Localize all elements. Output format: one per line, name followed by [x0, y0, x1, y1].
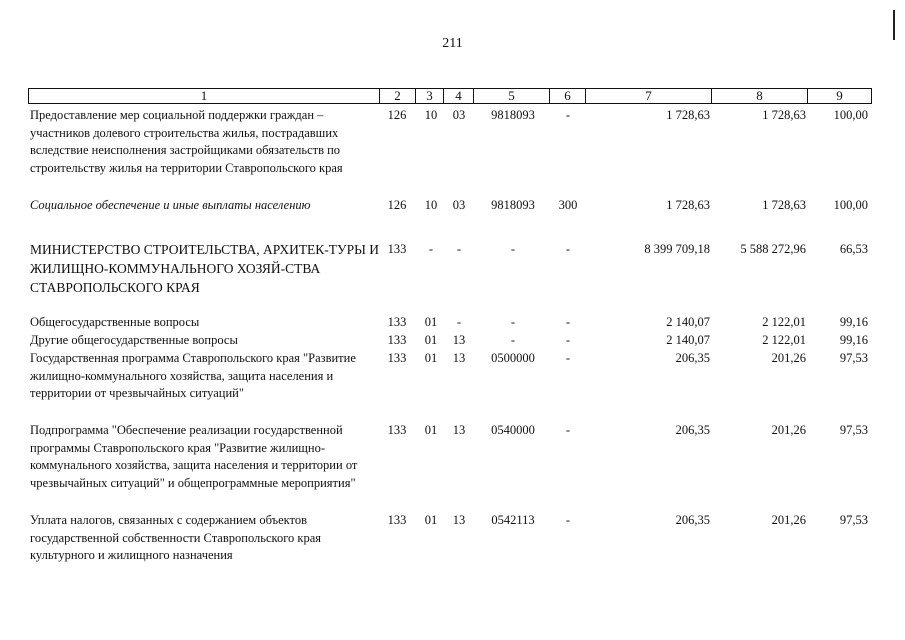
row-col-6: - — [565, 351, 571, 365]
row-col-6: - — [565, 423, 571, 437]
header-col-6: 6 — [550, 88, 586, 104]
row-col-4: 13 — [452, 333, 466, 347]
header-col-4: 4 — [444, 88, 474, 104]
row-col-2: 126 — [387, 198, 407, 212]
row-col-4: - — [456, 242, 462, 256]
row-description: Предоставление мер социальной поддержки граждан – участников долевого строительства жилья, пострадавших вследствие неисполнения застройщиками обязательств по строительству жилья на территории Ставропольского края — [30, 108, 343, 175]
header-col-3: 3 — [416, 88, 444, 104]
row-col-3: 01 — [424, 513, 438, 527]
row-col-3: 01 — [424, 351, 438, 365]
row-col-5: 9818093 — [491, 108, 535, 122]
row-col-3: 01 — [424, 423, 438, 437]
row-col-9: 99,16 — [839, 333, 868, 347]
row-col-8: 1 728,63 — [762, 198, 806, 212]
header-col-8: 8 — [712, 88, 808, 104]
row-col-2: 133 — [387, 351, 407, 365]
header-col-5: 5 — [474, 88, 550, 104]
row-col-4: 03 — [452, 198, 466, 212]
row-col-7: 206,35 — [675, 351, 710, 365]
row-col-4: 13 — [452, 423, 466, 437]
row-col-2: 133 — [387, 423, 407, 437]
row-col-6: 300 — [558, 198, 578, 212]
row-col-5: 0500000 — [491, 351, 535, 365]
row-col-7: 206,35 — [675, 423, 710, 437]
row-col-8: 2 122,01 — [762, 315, 806, 329]
row-description: МИНИСТЕРСТВО СТРОИТЕЛЬСТВА, АРХИТЕК-ТУРЫ И ЖИЛИЩНО-КОММУНАЛЬНОГО ХОЗЯЙ-СТВА СТАВРОПОЛЬСКОГО КРАЯ — [30, 242, 380, 295]
row-col-7: 1 728,63 — [666, 198, 710, 212]
row-col-9: 97,53 — [839, 513, 868, 527]
row-col-4: - — [456, 315, 462, 329]
row-col-9: 66,53 — [839, 242, 868, 256]
row-description: Подпрограмма "Обеспечение реализации государственной программы Ставропольского края "Развитие жилищно-коммунального хозяйства, защита населения и территории от чрезвычайных ситуаций" и общепрограммные мероприятия" — [30, 423, 358, 490]
row-col-6: - — [565, 242, 571, 256]
row-col-7: 206,35 — [675, 513, 710, 527]
row-description: Социальное обеспечение и иные выплаты населению — [30, 198, 311, 212]
row-col-5: 0542113 — [491, 513, 535, 527]
row-col-4: 03 — [452, 108, 466, 122]
row-col-3: 01 — [424, 333, 438, 347]
row-col-5: - — [510, 315, 516, 329]
row-col-2: 133 — [387, 513, 407, 527]
row-col-8: 5 588 272,96 — [740, 242, 806, 256]
row-col-8: 201,26 — [771, 513, 806, 527]
row-col-4: 13 — [452, 351, 466, 365]
header-col-9: 9 — [808, 88, 872, 104]
row-col-8: 201,26 — [771, 423, 806, 437]
row-col-9: 97,53 — [839, 423, 868, 437]
row-col-7: 1 728,63 — [666, 108, 710, 122]
header-col-1: 1 — [28, 88, 380, 104]
row-description: Другие общегосударственные вопросы — [30, 333, 238, 347]
row-col-2: 126 — [387, 108, 407, 122]
row-col-2: 133 — [387, 333, 407, 347]
row-col-8: 2 122,01 — [762, 333, 806, 347]
row-col-4: 13 — [452, 513, 466, 527]
header-col-2: 2 — [380, 88, 416, 104]
row-col-5: 9818093 — [491, 198, 535, 212]
row-description: Общегосударственные вопросы — [30, 315, 200, 329]
row-col-6: - — [565, 108, 571, 122]
row-description: Уплата налогов, связанных с содержанием объектов государственной собственности Ставропольского края культурного и жилищного назначения — [30, 513, 322, 563]
row-col-3: - — [428, 242, 434, 256]
row-col-2: 133 — [387, 315, 407, 329]
row-col-6: - — [565, 315, 571, 329]
row-col-9: 99,16 — [839, 315, 868, 329]
row-col-6: - — [565, 333, 571, 347]
row-col-5: - — [510, 242, 516, 256]
row-col-5: - — [510, 333, 516, 347]
row-col-6: - — [565, 513, 571, 527]
header-col-7: 7 — [586, 88, 712, 104]
row-col-9: 100,00 — [833, 198, 868, 212]
row-col-8: 201,26 — [771, 351, 806, 365]
row-col-3: 10 — [424, 198, 438, 212]
row-col-9: 100,00 — [833, 108, 868, 122]
page-number: 211 — [442, 36, 463, 51]
row-col-5: 0540000 — [491, 423, 535, 437]
row-col-7: 2 140,07 — [666, 315, 710, 329]
row-col-8: 1 728,63 — [762, 108, 806, 122]
row-col-3: 10 — [424, 108, 438, 122]
row-col-7: 2 140,07 — [666, 333, 710, 347]
row-col-9: 97,53 — [839, 351, 868, 365]
row-col-7: 8 399 709,18 — [644, 242, 710, 256]
row-description: Государственная программа Ставропольского края "Развитие жилищно-коммунального хозяйства, защита населения и территории от чрезвычайных ситуаций" — [30, 351, 356, 401]
row-col-2: 133 — [387, 242, 407, 256]
row-col-3: 01 — [424, 315, 438, 329]
